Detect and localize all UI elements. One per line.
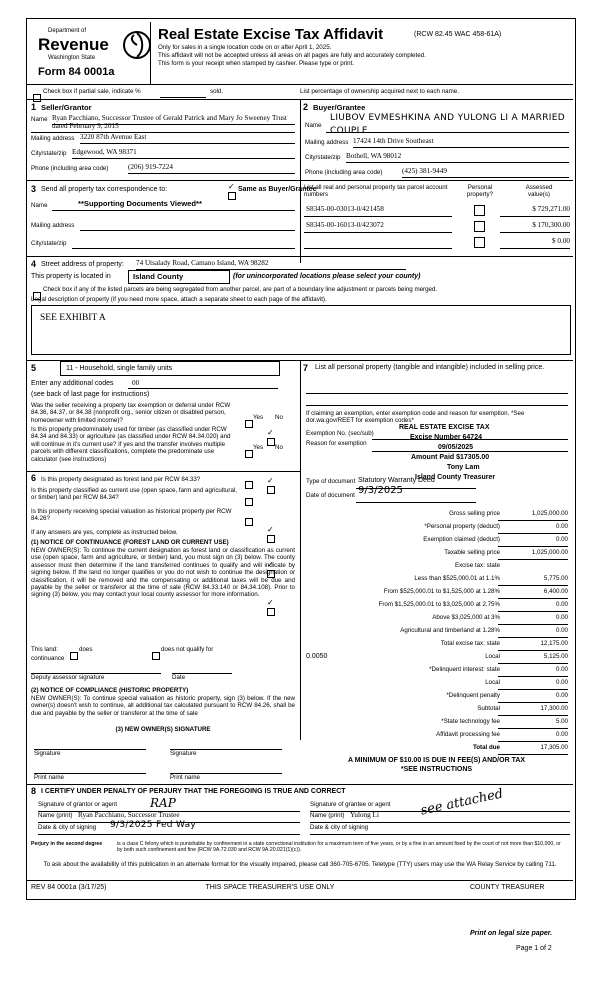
seller-city-value[interactable]: Edgewood, WA 98371 [72,148,295,159]
buyer-city-value[interactable]: Bothell, WA 98012 [346,152,569,163]
header-note-1: Only for sales in a single location code on or after April 1, 2025. [158,44,332,51]
calc-label-4: Excise tax: state [454,562,500,569]
deputy-assessor-signature-label: Deputy assessor signature [31,674,105,681]
buyer-name-value[interactable]: LIUBOV EVMESHKINA AND YULONG LI A MARRIED COUPLE [330,113,565,136]
q-exempt2-yes-checkbox[interactable] [245,444,253,462]
stamp-line-4: Amount Paid $17305.00 [411,454,490,461]
calc-value-7[interactable]: 0.00 [555,601,568,608]
q6-2-yes-checkbox[interactable] [245,492,253,510]
seller-name-value[interactable]: Ryan Pacchiano, Successor Trustee of Gerald Patrick and Mary Jo Sweeney Trust dated February 9, 2015 [52,114,295,125]
perjury-text: is a class C felony which is punishable by confinement in a state correctional institution for a maximum term of five years, or by a fine in an amount fixed by the court of not more than $10,000, or by both such confinement and fine (RCW 9A.72.030 and RCW 9A.20.021(1)(c)). [117,841,561,853]
document-date-value[interactable]: 9/3/2025 [358,485,403,496]
personal-col-header-2: property? [466,191,494,198]
treasurer-stamp [385,424,560,484]
this-land-label: This land: [31,646,58,653]
calc-label-1: *Personal property (deduct) [424,523,500,530]
stamp-line-1: REAL ESTATE EXCISE TAX [399,424,490,431]
stamp-line-5: Tony Lam [447,464,480,471]
partial-sale-percent[interactable] [160,88,206,98]
calc-label-13: Local [485,679,500,686]
parcel-number-1[interactable]: S8345-00-16013-0/423072 [306,221,384,229]
tax-corr-name-value[interactable]: **Supporting Documents Viewed** [78,199,202,208]
street-address-label: Street address of property: [41,261,124,268]
stamp-line-3: 09/05/2025 [438,444,474,451]
document-type-label: Type of document [306,478,356,485]
same-as-buyer-label: Same as Buyer/Grantee [238,186,317,193]
calc-label-7: From $1,525,000.01 to $3,025,000 at 2.75% [378,601,500,608]
perjury-bold: Perjury in the second degree [31,841,103,847]
personal-checkbox-2[interactable] [474,237,485,248]
calc-label-0: Gross selling price [449,510,500,517]
section-6-number: 6 [31,473,37,483]
compliance-paragraph: NEW OWNER(S): To continue special valuation as historic property, sign (3) below. If the new owner(s) doesn't wish to continue, all additional tax calculated pursuant to RCW 84.26, shall be due and payable by the seller or transferor at the time of sale [31,695,295,717]
land-does-label: does [79,646,93,653]
county-value[interactable]: Island County [133,272,184,281]
grantor-date-label: Date & city of signing [38,824,97,831]
located-in-label: This property is located in [31,273,111,280]
document-type-value[interactable]: Statutory Warranty Deed [358,477,435,484]
forest-land-question: Is this property designated as forest land per RCW 84.33? [41,476,201,483]
parcel-number-0[interactable]: S8345-00-03013-0/421458 [306,205,384,213]
personal-property-label: List all personal property (tangible and intangible) included in selling price. [315,364,545,371]
seller-mailing-value[interactable]: 3220 87th Avenue East [80,133,295,144]
legal-size-note: Print on legal size paper. [470,930,553,937]
exemption-question-2: Is this property predominately used for timber (as classified under RCW 84.34 and 84.33) or agriculture (as classified under RCW 84.34.020) and will continue in it's current use? If yes and the transfer involves multiple parcels with different classifications, complete the predominate use calculator (see instructions) [31,426,231,463]
calc-label-15: Subtotal [477,705,500,712]
tax-corr-city-label: City/state/zip [31,240,67,247]
section-2-title: Buyer/Grantee [313,103,366,112]
buyer-name-label: Name [305,122,322,129]
q-exempt1-no-label: No [275,414,283,421]
calc-value-8[interactable]: 0.00 [555,614,568,621]
calc-value-1[interactable]: 0.00 [555,523,568,530]
grantee-name-value[interactable]: Yulong Li [350,811,379,819]
grantor-name-value[interactable]: Ryan Pacchiano, Successor Trustee [78,811,180,819]
q6-3-yes-checkbox[interactable] [245,512,253,530]
calc-value-9[interactable]: 0.00 [555,627,568,634]
buyer-phone-label: Phone (including area code) [305,169,383,176]
parcel-col-header: List all real and personal property tax parcel account numbers [304,184,448,199]
assessed-col-header-1: Assessed [525,184,553,191]
partial-sale-label: Check box if partial sale, indicate % [43,88,141,95]
seller-phone-label: Phone (including area code) [31,165,109,172]
section-7-number: 7 [303,363,309,373]
segregated-label: Check box if any of the listed parcels are being segregated from another parcel, are part of a boundary line adjustment or parcels being merged. [43,286,438,293]
legal-description-value: SEE EXHIBIT A [40,313,106,323]
deputy-assessor-date-label: Date [172,674,186,681]
calc-label-6: From $525,000.01 to $1,525,000 at 1.28% [383,588,500,595]
seller-phone-value[interactable]: (206) 919-7224 [128,163,295,174]
continuance-label: continuance [31,655,65,662]
buyer-mailing-label: Mailing address [305,139,349,146]
sold-label: sold. [210,88,224,95]
calc-value-13[interactable]: 0.00 [555,679,568,686]
header-note-3: This form is your receipt when stamped by cashier. Please type or print. [158,60,355,67]
calc-label-16: *State technology fee [441,718,500,725]
stamp-line-2: Excise Number 64724 [410,434,482,441]
stamp-line-6: Island County Treasurer [415,474,496,481]
buyer-mailing-value[interactable]: 17424 14th Drive Southeast [353,137,569,148]
current-use-question: Is this property classified as current use (open space, farm and agricultural, or timber) land per RCW 84.34? [31,487,238,502]
personal-checkbox-1[interactable] [474,221,485,232]
new-owner-print-label-2: Print name [170,774,200,781]
q-exempt2-no-label: No [275,444,283,451]
section-2-number: 2 [303,102,309,112]
revision-code: REV 84 0001a (3/17/25) [31,884,107,891]
grantee-signature-label: Signature of grantee or agent [310,801,391,808]
ownership-pct-note: List percentage of ownership acquired next to each name. [300,88,459,95]
form-number: Form 84 0001a [38,66,115,78]
calc-label-18: Total due [472,744,500,751]
calc-value-12[interactable]: 0.00 [555,666,568,673]
dept-line2: Revenue [38,35,109,54]
calc-value-0[interactable]: 1,025,000.00 [531,510,568,517]
continuance-paragraph: NEW OWNER(S): To continue the current designation as forest land or classification as current use (open space, farm and agriculture, or timber) land, you must sign on (3) below. The county assessor must then determine if the land transferred continues to qualify and will indicate by signing below. If the land no longer qualifies or you do not wish to continue the designation or classification, it will be removed and the compensating or additional taxes will be due and payable by the seller or transferor at the time of sale (RCW 84.33.140 or 84.34.108). Prior to signing (3) below, you may contact your local county assessor for more information. [31,547,295,599]
page-number: Page 1 of 2 [516,945,552,952]
grantor-name-label: Name (print) [38,812,73,819]
calc-label-3: Taxable selling price [444,549,500,556]
agency-logo-block [30,22,151,84]
county-note: (for unincorporated locations please select your county) [233,273,421,280]
exemption-question-1: Was the seller receiving a property tax exemption or deferral under RCW 84.36, 84.37, or 84.38 (nonprofit org., senior citizen or disabled person, homeowner with limited income)? [31,402,231,424]
seller-mailing-label: Mailing address [31,135,75,142]
grantor-date-value[interactable]: 9/3/2025 Fed Way [110,820,197,830]
personal-col-header-1: Personal [467,184,493,191]
calc-value-18[interactable]: 17,305.00 [540,744,568,751]
calc-label-14: *Delinquent penalty [446,692,500,699]
calc-label-11: Local [485,653,500,660]
grantor-signature-label: Signature of grantor or agent [38,801,118,808]
calc-label-2: Exemption claimed (deduct) [423,536,500,543]
land-does-checkbox[interactable] [70,646,78,664]
treasurer-space-label: THIS SPACE TREASURER'S USE ONLY [205,884,335,891]
local-rate-value[interactable]: 0.0050 [306,653,328,660]
certify-title: I CERTIFY UNDER PENALTY OF PERJURY THAT THE FOREGOING IS TRUE AND CORRECT [41,788,346,795]
alt-format-note: To ask about the availability of this publication in an alternate format for the visually impaired, please call 360-705-6705. Teletype (TTY) users may use the WA Relay Service by calling 711. [43,861,557,868]
grantor-signature-value[interactable]: RAP [150,796,176,810]
exemption-instructions: If claiming an exemption, enter exemption code and reason for exemption. *See dor.wa.gov/REET for exemption codes* [306,410,525,425]
revenue-swirl-icon [122,30,152,60]
grantee-date-label: Date & city of signing [310,824,369,831]
section-3-title: Send all property tax correspondence to: [41,186,168,193]
section-8-number: 8 [31,786,37,796]
minimum-due-note: A MINIMUM OF $10.00 IS DUE IN FEE(S) AND/OR TAX [347,757,526,764]
new-owner-sig-label-1: Signature [34,750,61,757]
assessed-value-1[interactable]: $ 170,300.00 [532,221,570,229]
section-1-title: Seller/Grantor [41,103,92,112]
legal-description-box[interactable] [31,305,571,355]
calc-value-14[interactable]: 0.00 [555,692,568,699]
calc-value-5[interactable]: 5,775.00 [543,575,568,582]
calc-label-5: Less than $525,000.01 at 1.1% [414,575,500,582]
tax-corr-mailing-value[interactable] [80,220,295,231]
calc-value-17[interactable]: 0.00 [555,731,568,738]
calc-value-11[interactable]: 5,125.00 [543,653,568,660]
additional-codes-label: Enter any additional codes [31,380,114,387]
calc-label-8: Above $3,025,000 at 3% [432,614,500,621]
assessed-value-0[interactable]: $ 729,271.00 [532,205,570,213]
if-any-yes-note: If any answers are yes, complete as instructed below. [31,529,178,536]
page-title: Real Estate Excise Tax Affidavit [158,26,384,43]
tax-corr-mailing-label: Mailing address [31,222,75,229]
legal-description-label: Legal description of property (if you need more space, attach a separate sheet to each page of the affidavit). [31,296,327,303]
additional-codes-value[interactable]: 00 [132,379,140,387]
see-instructions-note: *SEE INSTRUCTIONS [400,766,473,773]
calc-value-2[interactable]: 0.00 [555,536,568,543]
page-title-ref: (RCW 82.45 WAC 458-61A) [414,31,502,38]
header-note-2: This affidavit will not be accepted unless all areas on all pages are fully and accurately completed. [158,52,426,59]
q-exempt2-yes-label: Yes [253,444,264,451]
new-owner-print-label-1: Print name [34,774,64,781]
personal-checkbox-0[interactable] [474,205,485,216]
continuance-heading: (1) NOTICE OF CONTINUANCE (FOREST LAND OR CURRENT USE) [31,539,229,546]
q-exempt1-yes-label: Yes [253,414,264,421]
grantee-signature-value[interactable]: see attached [419,786,505,819]
tax-corr-name-label: Name [31,202,48,209]
calc-label-9: Agricultural and timberland at 1.28% [400,627,500,634]
assessed-value-2[interactable]: $ 0.00 [552,237,570,245]
section-5-number: 5 [31,363,37,373]
calc-value-6[interactable]: 6,400.00 [543,588,568,595]
see-back-note: (see back of last page for instructions) [31,391,150,398]
buyer-phone-value[interactable]: (425) 381-9449 [402,167,569,178]
use-code-value: 11 - Household, single family units [66,365,173,372]
section-3-number: 3 [31,184,37,194]
historic-question: Is this property receiving special valuation as historical property per RCW 84.26? [31,508,232,523]
calc-value-16[interactable]: 5.00 [555,718,568,725]
new-owner-signature-heading: (3) NEW OWNER(S) SIGNATURE [115,726,211,733]
land-does-not-checkbox[interactable] [152,646,160,664]
use-code-select[interactable] [60,361,280,376]
dept-line1: Department of [48,28,87,34]
seller-name-label: Name [31,116,48,123]
calc-label-12: *Delinquent interest: state [429,666,500,673]
calc-value-3[interactable]: 1,025,000.00 [531,549,568,556]
county-treasurer-label: COUNTY TREASURER [470,884,545,891]
land-does-not-label: does not qualify for [161,646,214,653]
assessed-col-header-2: value(s) [527,191,550,198]
street-address-value[interactable]: 74 Utsalady Road, Camano Island, WA 98282 [136,259,406,270]
seller-city-label: City/state/zip [31,150,67,157]
tax-corr-city-value[interactable] [72,238,295,249]
section-4-number: 4 [31,259,37,269]
section-1-number: 1 [31,102,37,112]
dept-line3: Washington State [48,55,96,61]
q-exempt1-yes-checkbox[interactable] [245,414,253,432]
buyer-city-label: City/state/zip [305,154,341,161]
exemption-code-label: Exemption No. (sec/sub) [306,430,374,437]
new-owner-sig-label-2: Signature [170,750,197,757]
document-date-label: Date of document [306,492,355,499]
calc-label-10: Total excise tax: state [440,640,500,647]
q6-1-yes-checkbox[interactable] [245,475,253,493]
calc-value-10[interactable]: 12,175.00 [540,640,568,647]
compliance-heading: (2) NOTICE OF COMPLIANCE (HISTORIC PROPERTY) [31,687,189,694]
calc-value-15[interactable]: 17,300.00 [540,705,568,712]
grantee-name-label: Name (print) [310,812,345,819]
exemption-reason-label: Reason for exemption [306,440,367,447]
calc-label-17: Affidavit processing fee [436,731,500,738]
